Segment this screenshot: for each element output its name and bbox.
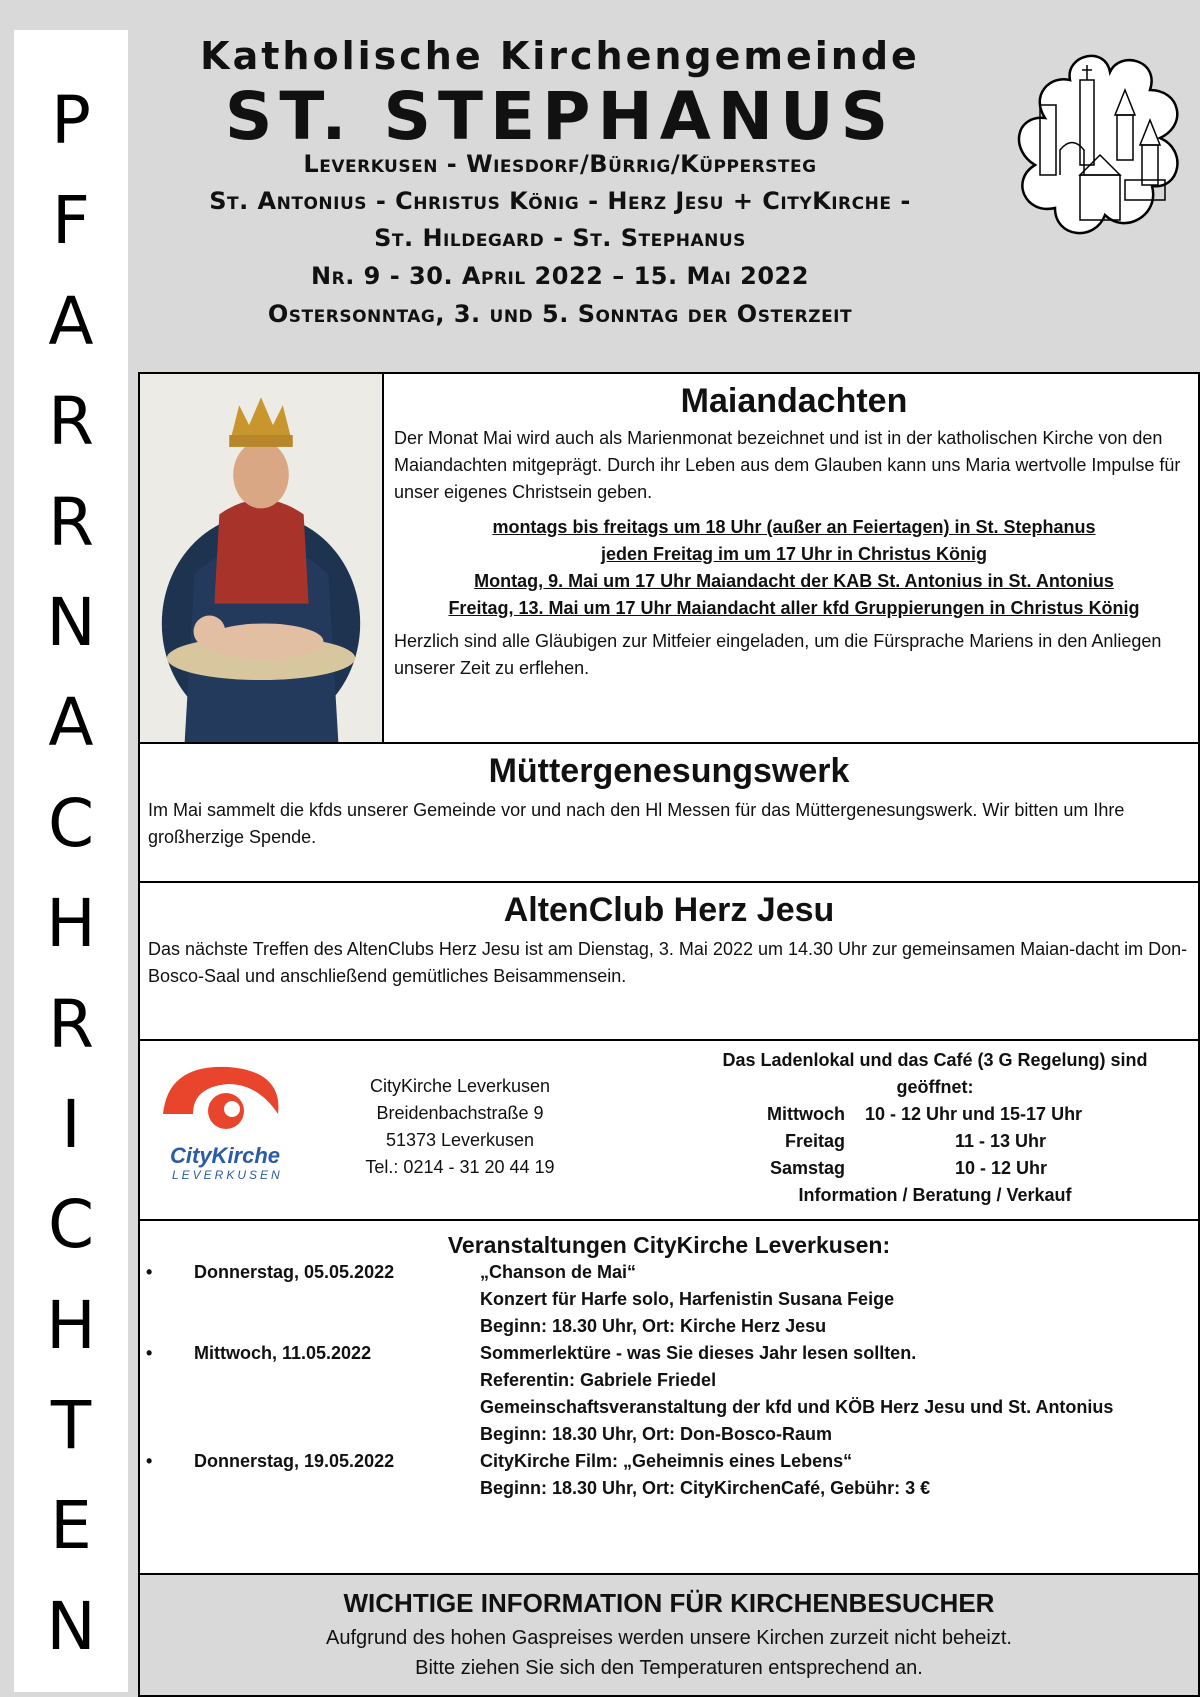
bullet-icon bbox=[140, 1313, 194, 1340]
header-sundays: Ostersonntag, 3. und 5. Sonntag der Osterzeit bbox=[267, 300, 853, 328]
hours-row bbox=[695, 1128, 1175, 1155]
maiandacht-date: Freitag, 13. Mai um 17 Uhr Maiandacht aller kfd Gruppierungen in Christus König bbox=[448, 598, 1140, 618]
hours-time: 10 - 12 Uhr und 15-17 Uhr bbox=[865, 1104, 1083, 1124]
event-row bbox=[140, 1421, 1198, 1448]
maiandachten-section bbox=[138, 372, 1200, 744]
header-issue: Nr. 9 - 30. April 2022 – 15. Mai 2022 bbox=[311, 262, 809, 290]
event-description: Beginn: 18.30 Uhr, Ort: Kirche Herz Jesu bbox=[480, 1316, 827, 1336]
hours-row bbox=[695, 1101, 1175, 1128]
wichtig-section bbox=[138, 1573, 1200, 1697]
event-row bbox=[140, 1475, 1198, 1502]
veranstaltungen-title: Veranstaltungen CityKirche Leverkusen: bbox=[447, 1232, 891, 1258]
event-description: „Chanson de Mai“ bbox=[480, 1262, 637, 1282]
maiandacht-date: Montag, 9. Mai um 17 Uhr Maiandacht der KAB St. Antonius in St. Antonius bbox=[474, 571, 1114, 591]
event-date bbox=[194, 1394, 480, 1421]
sidebar-letter: H bbox=[46, 1286, 96, 1364]
sidebar-letter: T bbox=[50, 1387, 92, 1465]
header bbox=[140, 30, 1190, 350]
event-description: Beginn: 18.30 Uhr, Ort: Don-Bosco-Raum bbox=[480, 1424, 833, 1444]
event-date bbox=[194, 1313, 480, 1340]
maiandachten-title: Maiandachten bbox=[680, 382, 908, 420]
madonna-statue-photo bbox=[140, 374, 384, 744]
muettergenesung-section bbox=[138, 742, 1200, 883]
event-date bbox=[194, 1475, 480, 1502]
hours-footer: Information / Beratung / Verkauf bbox=[798, 1185, 1072, 1205]
event-date: Donnerstag, 05.05.2022 bbox=[194, 1262, 395, 1282]
address-line: Breidenbachstraße 9 bbox=[376, 1103, 544, 1123]
event-description: Referentin: Gabriele Friedel bbox=[480, 1370, 717, 1390]
wichtig-line1: Aufgrund des hohen Gaspreises werden unsere Kirchen zurzeit nicht beheizt. bbox=[326, 1627, 1012, 1649]
parish-churches-logo bbox=[1010, 50, 1190, 250]
hours-time: 11 - 13 Uhr bbox=[955, 1131, 1047, 1151]
bullet-icon bbox=[140, 1475, 194, 1502]
address-line: CityKirche Leverkusen bbox=[369, 1076, 551, 1096]
sidebar-letter: P bbox=[51, 82, 91, 159]
maiandachten-outro: Herzlich sind alle Gläubigen zur Mitfeier eingeladen, um die Fürsprache Mariens in den Anliegen unserer Zeit zu erflehen. bbox=[394, 631, 1162, 678]
event-description: Gemeinschaftsveranstaltung der kfd und KÖB Herz Jesu und St. Antonius bbox=[480, 1397, 1114, 1417]
citykirche-section bbox=[138, 1039, 1200, 1221]
event-row bbox=[140, 1448, 1198, 1475]
event-row bbox=[140, 1394, 1198, 1421]
header-locations: Leverkusen - Wiesdorf/Bürrig/Küppersteg bbox=[303, 150, 817, 178]
sidebar-letter: H bbox=[46, 885, 96, 963]
veranstaltungen-section bbox=[138, 1219, 1200, 1575]
sidebar-letter: N bbox=[46, 1587, 96, 1665]
event-date bbox=[194, 1421, 480, 1448]
sidebar-letter: C bbox=[47, 1186, 95, 1264]
event-date: Donnerstag, 19.05.2022 bbox=[194, 1451, 395, 1471]
event-description: Sommerlektüre - was Sie dieses Jahr lesen sollten. bbox=[480, 1343, 917, 1363]
event-date bbox=[194, 1367, 480, 1394]
event-description: Beginn: 18.30 Uhr, Ort: CityKirchenCafé, Gebühr: 3 € bbox=[480, 1478, 931, 1498]
bullet-icon bbox=[140, 1394, 194, 1421]
event-row bbox=[140, 1367, 1198, 1394]
hours-time: 10 - 12 Uhr bbox=[955, 1158, 1048, 1178]
header-churches-1: St. Antonius - Christus König - Herz Jesu + CityKirche - bbox=[209, 187, 911, 215]
bullet-icon bbox=[140, 1421, 194, 1448]
event-description: CityKirche Film: „Geheimnis eines Lebens“ bbox=[480, 1451, 853, 1471]
wichtig-line2: Bitte ziehen Sie sich den Temperaturen entsprechend an. bbox=[415, 1657, 923, 1679]
event-date bbox=[194, 1286, 480, 1313]
citykirche-logo-sub: LEVERKUSEN bbox=[172, 1168, 283, 1182]
bullet-icon: • bbox=[146, 1451, 153, 1471]
maiandachten-dates bbox=[394, 514, 1194, 622]
citykirche-logo-text: CityKirche bbox=[170, 1143, 281, 1168]
sidebar-letter: A bbox=[48, 684, 94, 762]
maiandachten-intro: Der Monat Mai wird auch als Marienmonat bezeichnet und ist in der katholischen Kirche von den Maiandachten mitgeprägt. Durch ihr Leben aus dem Glauben kann uns Maria wertvolle Impulse für unser eigenes Christsein geben. bbox=[394, 428, 1181, 502]
event-date: Mittwoch, 11.05.2022 bbox=[194, 1343, 372, 1363]
vertical-title-pfarrnachrichten bbox=[14, 30, 128, 1692]
muettergenesung-title: Müttergenesungswerk bbox=[488, 752, 850, 790]
citykirche-address bbox=[330, 1073, 590, 1181]
wichtig-title: WICHTIGE INFORMATION FÜR KIRCHENBESUCHER bbox=[343, 1588, 995, 1618]
header-parish-name: ST. STEPHANUS bbox=[224, 78, 896, 155]
event-description: Konzert für Harfe solo, Harfenistin Susana Feige bbox=[480, 1289, 895, 1309]
event-row bbox=[140, 1313, 1198, 1340]
event-list bbox=[140, 1259, 1198, 1502]
sidebar-letter: C bbox=[47, 784, 95, 862]
address-line: Tel.: 0214 - 31 20 44 19 bbox=[365, 1157, 555, 1177]
sidebar-letter: R bbox=[48, 383, 94, 461]
event-row bbox=[140, 1286, 1198, 1313]
hours-row bbox=[695, 1155, 1175, 1182]
bullet-icon: • bbox=[146, 1262, 153, 1282]
altenclub-text: Das nächste Treffen des AltenClubs Herz Jesu ist am Dienstag, 3. Mai 2022 um 14.30 Uhr zur gemeinsamen Maian-dacht im Don-Bosco-Saal und anschließend gemütliches Beisammensein. bbox=[148, 939, 1188, 986]
event-row bbox=[140, 1340, 1198, 1367]
maiandacht-date: montags bis freitags um 18 Uhr (außer an Feiertagen) in St. Stephanus bbox=[492, 517, 1096, 537]
citykirche-eye-icon bbox=[158, 1059, 288, 1139]
sidebar-letter: A bbox=[48, 282, 94, 360]
bullet-icon bbox=[140, 1286, 194, 1313]
muettergenesung-text: Im Mai sammelt die kfds unserer Gemeinde vor und nach den Hl Messen für das Müttergenesungswerk. Wir bitten um Ihre großherzige Spende. bbox=[148, 800, 1125, 847]
event-row bbox=[140, 1259, 1198, 1286]
hours-title: Das Ladenlokal und das Café (3 G Regelung) sind geöffnet: bbox=[722, 1050, 1148, 1097]
hours-day: Freitag bbox=[784, 1131, 845, 1151]
address-line: 51373 Leverkusen bbox=[385, 1130, 535, 1150]
altenclub-title: AltenClub Herz Jesu bbox=[503, 891, 835, 929]
sidebar-letter: R bbox=[48, 483, 94, 561]
sidebar-letter: F bbox=[52, 182, 90, 260]
sidebar-letter: E bbox=[50, 1487, 92, 1565]
sidebar-letter: R bbox=[48, 985, 94, 1063]
sidebar-letter: I bbox=[61, 1085, 81, 1163]
citykirche-logo bbox=[158, 1059, 288, 1182]
hours-day: Samstag bbox=[769, 1158, 845, 1178]
sidebar-letter: N bbox=[46, 583, 96, 661]
header-parish-label: Katholische Kirchengemeinde bbox=[200, 34, 920, 78]
maiandacht-date: jeden Freitag im um 17 Uhr in Christus König bbox=[600, 544, 988, 564]
hours-day: Mittwoch bbox=[767, 1104, 845, 1124]
altenclub-section bbox=[138, 881, 1200, 1041]
citykirche-hours bbox=[695, 1047, 1175, 1209]
bullet-icon: • bbox=[146, 1343, 153, 1363]
bullet-icon bbox=[140, 1367, 194, 1394]
header-churches-2: St. Hildegard - St. Stephanus bbox=[374, 224, 746, 252]
